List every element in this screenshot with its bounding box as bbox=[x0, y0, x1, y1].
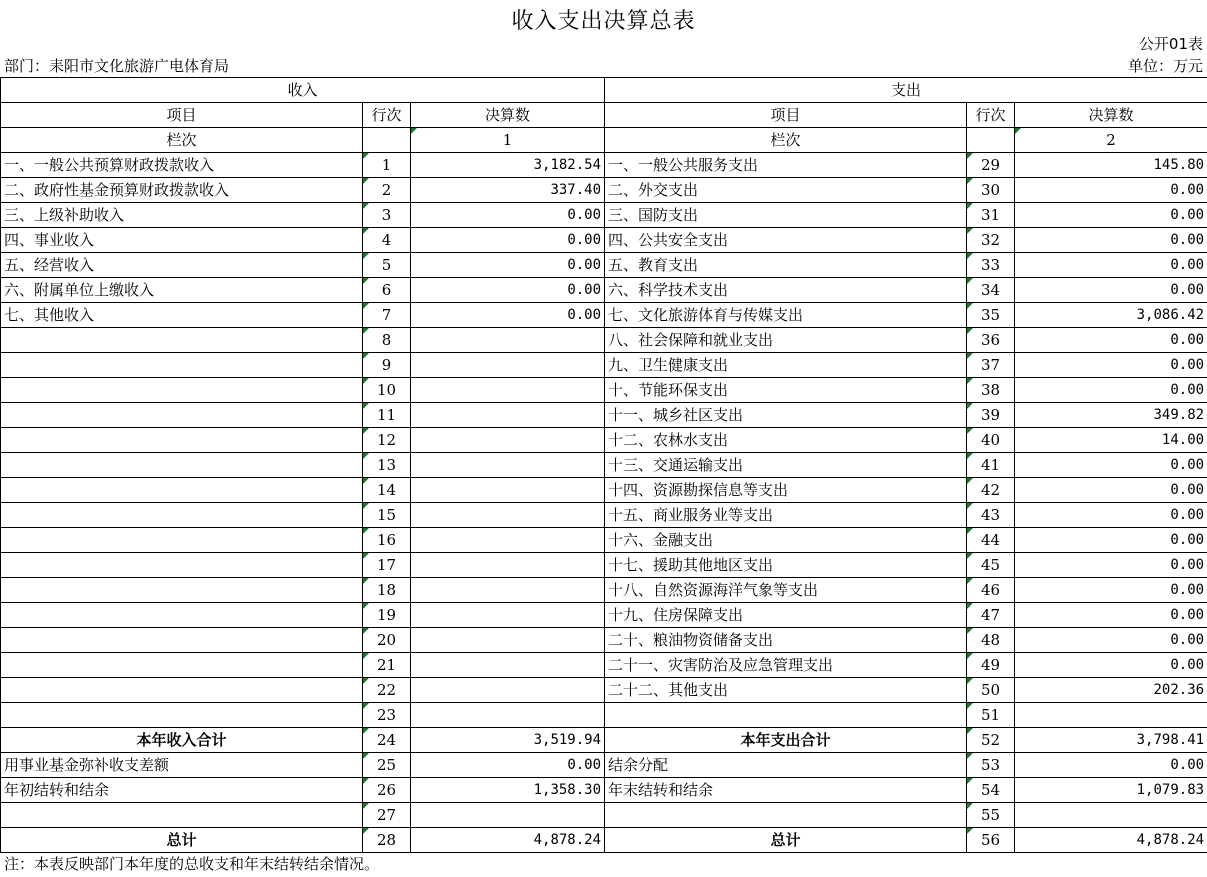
expense-item: 十四、资源勘探信息等支出 bbox=[605, 478, 967, 503]
expense-amount: 0.00 bbox=[1015, 578, 1207, 603]
table-row bbox=[1, 553, 1207, 578]
expense-item: 十三、交通运输支出 bbox=[605, 453, 967, 478]
expense-amount bbox=[1015, 803, 1207, 828]
income-amount bbox=[411, 503, 605, 528]
income-amount: 0.00 bbox=[411, 303, 605, 328]
income-row-number: 26 bbox=[363, 778, 411, 803]
income-row-number: 12 bbox=[363, 428, 411, 453]
expense-amount: 0.00 bbox=[1015, 603, 1207, 628]
expense-item: 十二、农林水支出 bbox=[605, 428, 967, 453]
income-item bbox=[1, 803, 363, 828]
table-row bbox=[1, 728, 1207, 753]
income-row-number: 22 bbox=[363, 678, 411, 703]
expense-amount: 0.00 bbox=[1015, 178, 1207, 203]
table-row bbox=[1, 253, 1207, 278]
income-row-number: 11 bbox=[363, 403, 411, 428]
income-row-number: 24 bbox=[363, 728, 411, 753]
expense-row-number: 39 bbox=[967, 403, 1015, 428]
income-row-number: 17 bbox=[363, 553, 411, 578]
income-row-number: 4 bbox=[363, 228, 411, 253]
income-amount bbox=[411, 478, 605, 503]
expense-item: 二十、粮油物资储备支出 bbox=[605, 628, 967, 653]
income-amount bbox=[411, 628, 605, 653]
department-label: 部门：耒阳市文化旅游广电体育局 bbox=[4, 57, 230, 75]
income-row-number: 21 bbox=[363, 653, 411, 678]
income-column-label: 栏次 bbox=[1, 128, 363, 153]
income-row-number: 19 bbox=[363, 603, 411, 628]
unit-label: 单位：万元 bbox=[1127, 57, 1203, 75]
expense-item: 十七、援助其他地区支出 bbox=[605, 553, 967, 578]
income-item bbox=[1, 428, 363, 453]
table-row bbox=[1, 303, 1207, 328]
table-row bbox=[1, 528, 1207, 553]
expense-amount: 1,079.83 bbox=[1015, 778, 1207, 803]
expense-row-header: 行次 bbox=[967, 103, 1015, 128]
income-item bbox=[1, 628, 363, 653]
expense-row-number: 48 bbox=[967, 628, 1015, 653]
expense-item: 十九、住房保障支出 bbox=[605, 603, 967, 628]
expense-amount: 0.00 bbox=[1015, 528, 1207, 553]
table-row bbox=[1, 753, 1207, 778]
expense-row-number: 40 bbox=[967, 428, 1015, 453]
table-row bbox=[1, 328, 1207, 353]
table-row bbox=[1, 803, 1207, 828]
income-amount: 0.00 bbox=[411, 278, 605, 303]
income-item bbox=[1, 678, 363, 703]
table-row bbox=[1, 203, 1207, 228]
income-item bbox=[1, 703, 363, 728]
income-row-number: 20 bbox=[363, 628, 411, 653]
income-row-number: 13 bbox=[363, 453, 411, 478]
expense-item: 结余分配 bbox=[605, 753, 967, 778]
income-amount bbox=[411, 678, 605, 703]
expense-amount: 0.00 bbox=[1015, 753, 1207, 778]
expense-amount: 3,086.42 bbox=[1015, 303, 1207, 328]
income-item: 本年收入合计 bbox=[1, 728, 363, 753]
expense-amount: 4,878.24 bbox=[1015, 828, 1207, 853]
expense-row-number: 53 bbox=[967, 753, 1015, 778]
expense-item: 十五、商业服务业等支出 bbox=[605, 503, 967, 528]
expense-row-number: 55 bbox=[967, 803, 1015, 828]
form-number: 公开01表 bbox=[1138, 35, 1203, 53]
income-column-blank bbox=[363, 128, 411, 153]
expense-row-number: 29 bbox=[967, 153, 1015, 178]
income-row-number: 2 bbox=[363, 178, 411, 203]
income-item bbox=[1, 553, 363, 578]
income-row-number: 9 bbox=[363, 353, 411, 378]
expense-amount: 0.00 bbox=[1015, 553, 1207, 578]
expense-row-number: 38 bbox=[967, 378, 1015, 403]
expense-item: 六、科学技术支出 bbox=[605, 278, 967, 303]
expense-item: 四、公共安全支出 bbox=[605, 228, 967, 253]
expense-row-number: 45 bbox=[967, 553, 1015, 578]
expense-row-number: 52 bbox=[967, 728, 1015, 753]
expense-item: 二十二、其他支出 bbox=[605, 678, 967, 703]
expense-item: 十、节能环保支出 bbox=[605, 378, 967, 403]
income-item bbox=[1, 578, 363, 603]
income-item: 四、事业收入 bbox=[1, 228, 363, 253]
income-amount bbox=[411, 378, 605, 403]
column-header-row bbox=[1, 103, 1207, 128]
income-row-number: 6 bbox=[363, 278, 411, 303]
table-row bbox=[1, 653, 1207, 678]
income-row-header: 行次 bbox=[363, 103, 411, 128]
expense-item bbox=[605, 803, 967, 828]
expense-amount: 0.00 bbox=[1015, 278, 1207, 303]
expense-row-number: 37 bbox=[967, 353, 1015, 378]
income-amount bbox=[411, 578, 605, 603]
income-item bbox=[1, 378, 363, 403]
section-expense: 支出 bbox=[605, 78, 1207, 103]
table-row bbox=[1, 378, 1207, 403]
income-amount bbox=[411, 553, 605, 578]
income-item: 年初结转和结余 bbox=[1, 778, 363, 803]
expense-amount: 0.00 bbox=[1015, 353, 1207, 378]
expense-amount: 0.00 bbox=[1015, 653, 1207, 678]
income-amount: 0.00 bbox=[411, 253, 605, 278]
expense-amount: 0.00 bbox=[1015, 328, 1207, 353]
income-amount: 4,878.24 bbox=[411, 828, 605, 853]
income-row-number: 10 bbox=[363, 378, 411, 403]
expense-row-number: 46 bbox=[967, 578, 1015, 603]
expense-item: 二十一、灾害防治及应急管理支出 bbox=[605, 653, 967, 678]
expense-row-number: 50 bbox=[967, 678, 1015, 703]
expense-amount: 0.00 bbox=[1015, 453, 1207, 478]
expense-column-blank bbox=[967, 128, 1015, 153]
income-amount bbox=[411, 703, 605, 728]
income-item: 一、一般公共预算财政拨款收入 bbox=[1, 153, 363, 178]
table-row bbox=[1, 678, 1207, 703]
income-item bbox=[1, 603, 363, 628]
expense-row-number: 32 bbox=[967, 228, 1015, 253]
income-amount: 0.00 bbox=[411, 203, 605, 228]
table-row bbox=[1, 603, 1207, 628]
income-row-number: 27 bbox=[363, 803, 411, 828]
expense-column-label: 栏次 bbox=[605, 128, 967, 153]
income-row-number: 5 bbox=[363, 253, 411, 278]
income-amount bbox=[411, 403, 605, 428]
expense-amount: 0.00 bbox=[1015, 253, 1207, 278]
income-item bbox=[1, 528, 363, 553]
income-row-number: 3 bbox=[363, 203, 411, 228]
income-column-number: 1 bbox=[411, 128, 605, 153]
income-item: 六、附属单位上缴收入 bbox=[1, 278, 363, 303]
income-amount: 337.40 bbox=[411, 178, 605, 203]
income-row-number: 16 bbox=[363, 528, 411, 553]
expense-amount: 202.36 bbox=[1015, 678, 1207, 703]
expense-item: 八、社会保障和就业支出 bbox=[605, 328, 967, 353]
expense-item: 年末结转和结余 bbox=[605, 778, 967, 803]
income-amount bbox=[411, 328, 605, 353]
expense-amount: 349.82 bbox=[1015, 403, 1207, 428]
expense-amount: 0.00 bbox=[1015, 378, 1207, 403]
table-row bbox=[1, 453, 1207, 478]
table-row bbox=[1, 428, 1207, 453]
income-item: 二、政府性基金预算财政拨款收入 bbox=[1, 178, 363, 203]
expense-row-number: 54 bbox=[967, 778, 1015, 803]
table-row bbox=[1, 228, 1207, 253]
income-item: 七、其他收入 bbox=[1, 303, 363, 328]
expense-item: 七、文化旅游体育与传媒支出 bbox=[605, 303, 967, 328]
table-row bbox=[1, 178, 1207, 203]
section-header-row bbox=[1, 78, 1207, 103]
expense-amount: 0.00 bbox=[1015, 228, 1207, 253]
expense-item: 五、教育支出 bbox=[605, 253, 967, 278]
income-row-number: 15 bbox=[363, 503, 411, 528]
expense-row-number: 35 bbox=[967, 303, 1015, 328]
income-amount bbox=[411, 528, 605, 553]
expense-column-number: 2 bbox=[1015, 128, 1207, 153]
expense-item: 二、外交支出 bbox=[605, 178, 967, 203]
expense-row-number: 42 bbox=[967, 478, 1015, 503]
income-expense-table bbox=[0, 77, 1207, 853]
income-amount bbox=[411, 353, 605, 378]
income-item: 五、经营收入 bbox=[1, 253, 363, 278]
expense-item: 十一、城乡社区支出 bbox=[605, 403, 967, 428]
expense-item: 本年支出合计 bbox=[605, 728, 967, 753]
income-item: 三、上级补助收入 bbox=[1, 203, 363, 228]
income-row-number: 1 bbox=[363, 153, 411, 178]
income-amount: 3,519.94 bbox=[411, 728, 605, 753]
expense-item bbox=[605, 703, 967, 728]
expense-row-number: 30 bbox=[967, 178, 1015, 203]
table-row bbox=[1, 353, 1207, 378]
income-row-number: 14 bbox=[363, 478, 411, 503]
income-item bbox=[1, 328, 363, 353]
income-item: 总计 bbox=[1, 828, 363, 853]
expense-amount: 0.00 bbox=[1015, 203, 1207, 228]
expense-item: 十八、自然资源海洋气象等支出 bbox=[605, 578, 967, 603]
income-amount bbox=[411, 803, 605, 828]
expense-amount: 0.00 bbox=[1015, 628, 1207, 653]
expense-item: 三、国防支出 bbox=[605, 203, 967, 228]
expense-item: 十六、金融支出 bbox=[605, 528, 967, 553]
expense-item: 九、卫生健康支出 bbox=[605, 353, 967, 378]
income-item bbox=[1, 503, 363, 528]
section-income: 收入 bbox=[1, 78, 605, 103]
income-item-header: 项目 bbox=[1, 103, 363, 128]
table-row bbox=[1, 703, 1207, 728]
income-amount bbox=[411, 603, 605, 628]
income-item bbox=[1, 653, 363, 678]
table-row bbox=[1, 503, 1207, 528]
column-number-row bbox=[1, 128, 1207, 153]
table-row bbox=[1, 578, 1207, 603]
income-amount: 1,358.30 bbox=[411, 778, 605, 803]
table-row bbox=[1, 278, 1207, 303]
income-amount: 0.00 bbox=[411, 753, 605, 778]
table-row bbox=[1, 478, 1207, 503]
expense-row-number: 51 bbox=[967, 703, 1015, 728]
expense-row-number: 33 bbox=[967, 253, 1015, 278]
expense-amount: 14.00 bbox=[1015, 428, 1207, 453]
table-row bbox=[1, 628, 1207, 653]
table-row bbox=[1, 778, 1207, 803]
expense-row-number: 49 bbox=[967, 653, 1015, 678]
expense-row-number: 44 bbox=[967, 528, 1015, 553]
expense-amount bbox=[1015, 703, 1207, 728]
income-row-number: 7 bbox=[363, 303, 411, 328]
table-row bbox=[1, 828, 1207, 853]
expense-row-number: 31 bbox=[967, 203, 1015, 228]
expense-amount: 145.80 bbox=[1015, 153, 1207, 178]
income-amount bbox=[411, 428, 605, 453]
income-item bbox=[1, 478, 363, 503]
expense-row-number: 56 bbox=[967, 828, 1015, 853]
expense-row-number: 43 bbox=[967, 503, 1015, 528]
table-row bbox=[1, 153, 1207, 178]
income-item: 用事业基金弥补收支差额 bbox=[1, 753, 363, 778]
income-row-number: 28 bbox=[363, 828, 411, 853]
income-amount: 3,182.54 bbox=[411, 153, 605, 178]
income-amount bbox=[411, 453, 605, 478]
income-row-number: 18 bbox=[363, 578, 411, 603]
expense-item: 总计 bbox=[605, 828, 967, 853]
expense-item-header: 项目 bbox=[605, 103, 967, 128]
expense-row-number: 47 bbox=[967, 603, 1015, 628]
income-amount: 0.00 bbox=[411, 228, 605, 253]
income-row-number: 25 bbox=[363, 753, 411, 778]
income-amount-header: 决算数 bbox=[411, 103, 605, 128]
expense-amount: 0.00 bbox=[1015, 503, 1207, 528]
expense-amount: 3,798.41 bbox=[1015, 728, 1207, 753]
expense-row-number: 34 bbox=[967, 278, 1015, 303]
income-amount bbox=[411, 653, 605, 678]
table-note: 注：本表反映部门本年度的总收支和年末结转结余情况。 bbox=[4, 855, 380, 873]
expense-amount: 0.00 bbox=[1015, 478, 1207, 503]
income-item bbox=[1, 353, 363, 378]
expense-row-number: 41 bbox=[967, 453, 1015, 478]
page-title: 收入支出决算总表 bbox=[511, 9, 696, 34]
expense-amount-header: 决算数 bbox=[1015, 103, 1207, 128]
table-row bbox=[1, 403, 1207, 428]
income-row-number: 8 bbox=[363, 328, 411, 353]
income-row-number: 23 bbox=[363, 703, 411, 728]
income-item bbox=[1, 403, 363, 428]
expense-item: 一、一般公共服务支出 bbox=[605, 153, 967, 178]
income-item bbox=[1, 453, 363, 478]
expense-row-number: 36 bbox=[967, 328, 1015, 353]
